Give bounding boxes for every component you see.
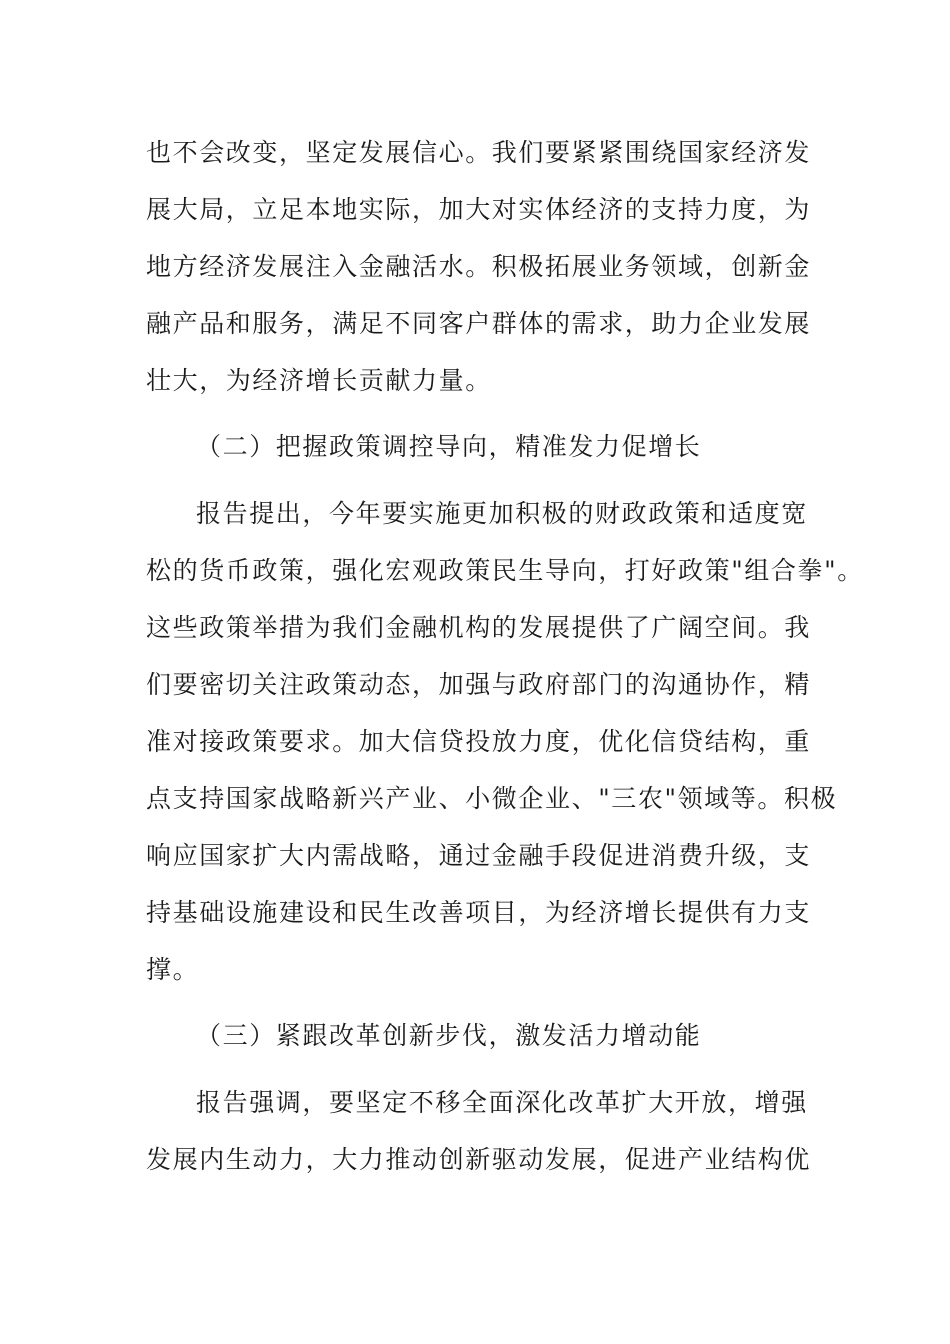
- text-line: 持基础设施建设和民生改善项目，为经济增长提供有力支: [146, 898, 812, 927]
- text-line: 展大局，立足本地实际，加大对实体经济的支持力度，为: [146, 195, 812, 224]
- text-line: 松的货币政策，强化宏观政策民生导向，打好政策"组合拳"。: [146, 556, 864, 585]
- text-line: 也不会改变，坚定发展信心。我们要紧紧围绕国家经济发: [146, 138, 812, 167]
- text-line: 融产品和服务，满足不同客户群体的需求，助力企业发展: [146, 309, 812, 338]
- text-line: 报告强调，要坚定不移全面深化改革扩大开放，增强: [196, 1088, 808, 1117]
- section-heading-3: （三）紧跟改革创新步伐，激发活力增动能: [196, 1021, 702, 1050]
- text-line: 们要密切关注政策动态，加强与政府部门的沟通协作，精: [146, 670, 812, 699]
- text-line: 准对接政策要求。加大信贷投放力度，优化信贷结构，重: [146, 727, 812, 756]
- text-line: 这些政策举措为我们金融机构的发展提供了广阔空间。我: [146, 613, 812, 642]
- text-line: 地方经济发展注入金融活水。积极拓展业务领域，创新金: [146, 252, 812, 281]
- text-line: 壮大，为经济增长贡献力量。: [146, 366, 492, 395]
- text-line: 报告提出，今年要实施更加积极的财政政策和适度宽: [196, 499, 808, 528]
- text-line: 点支持国家战略新兴产业、小微企业、"三农"领域等。积极: [146, 784, 838, 813]
- section-heading-2: （二）把握政策调控导向，精准发力促增长: [196, 432, 702, 461]
- text-line: 发展内生动力，大力推动创新驱动发展，促进产业结构优: [146, 1145, 812, 1174]
- text-line: 响应国家扩大内需战略，通过金融手段促进消费升级，支: [146, 841, 812, 870]
- text-line: 撑。: [146, 955, 200, 984]
